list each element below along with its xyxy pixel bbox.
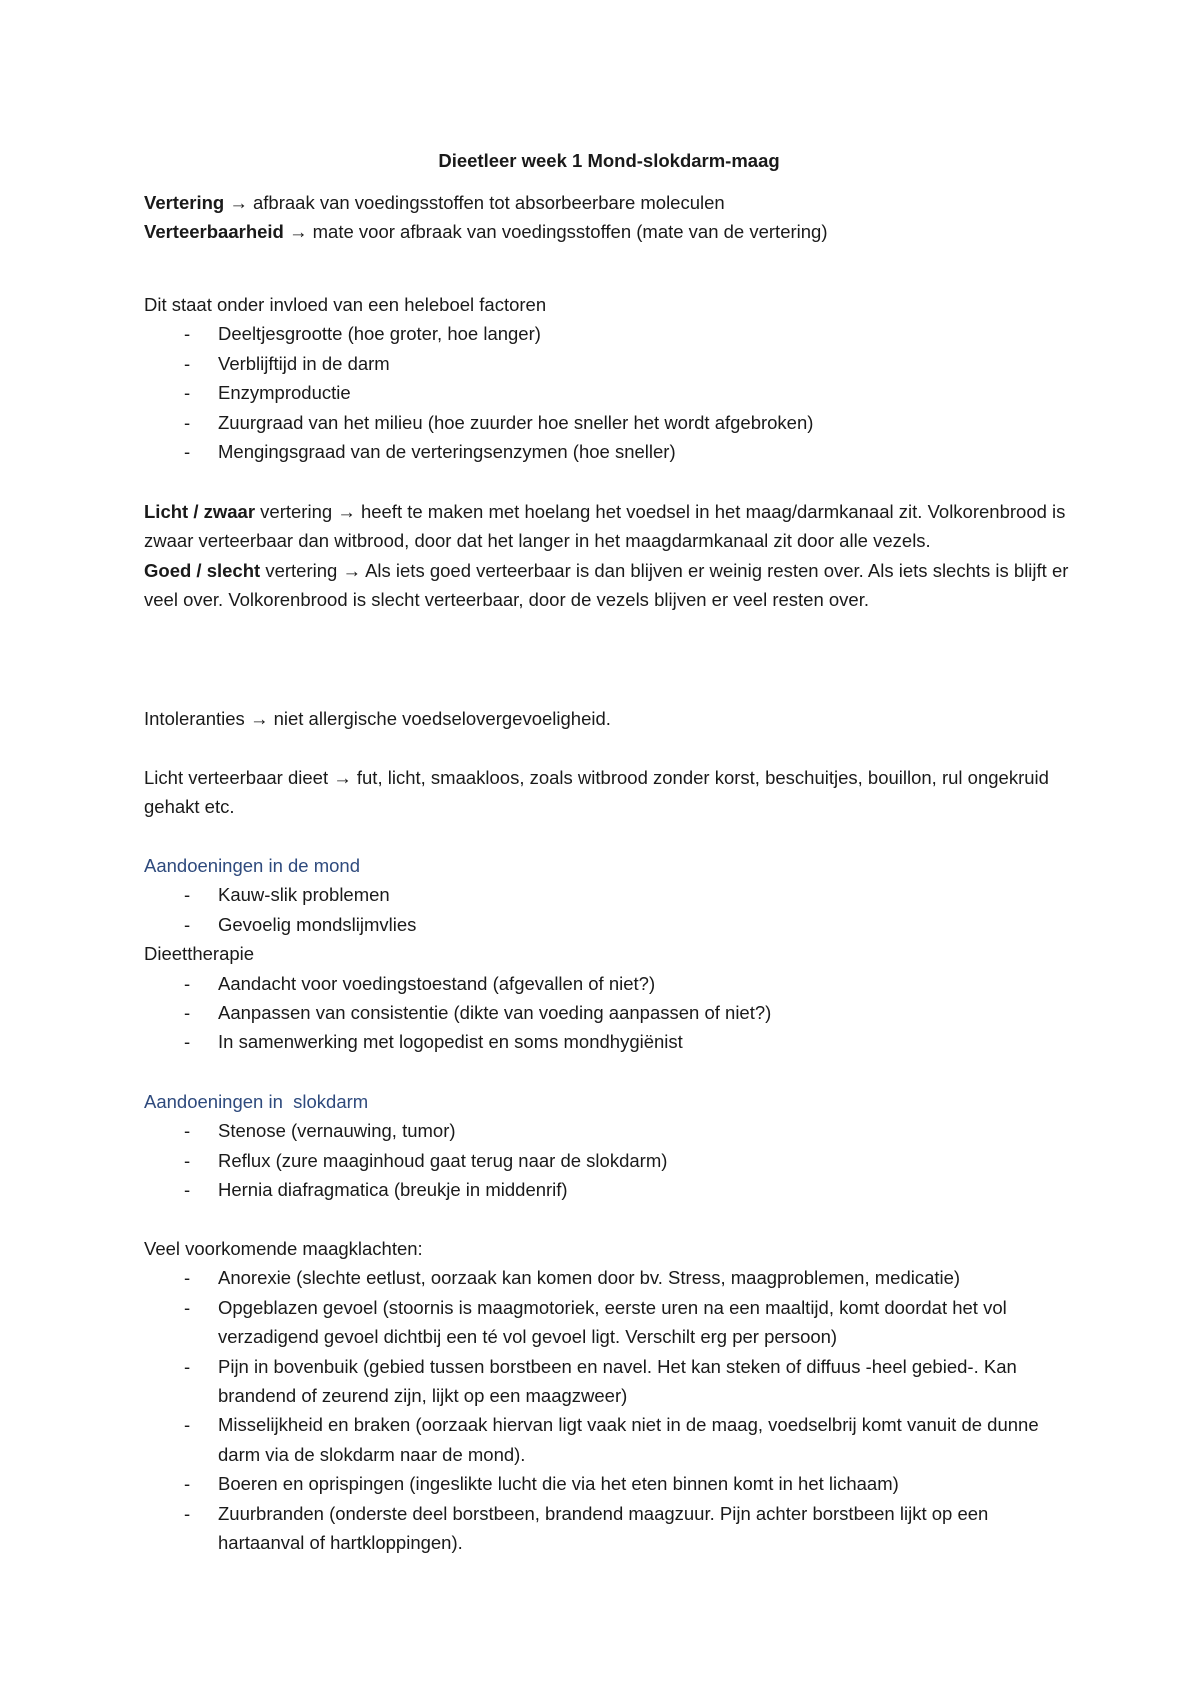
arrow-icon: → xyxy=(342,559,361,581)
dash-marker: - xyxy=(184,411,191,433)
dash-marker: - xyxy=(184,1179,191,1201)
mond-section xyxy=(144,851,1074,1057)
list-item: - Zuurbranden (onderste deel borstbeen, brandend maagzuur. Pijn achter borstbeen lijkt op een hartaanval of hartkloppingen). xyxy=(144,1499,1074,1558)
definitions xyxy=(144,188,1074,247)
list-item: - Aanpassen van consistentie (dikte van voeding aanpassen of niet?) xyxy=(144,998,1074,1027)
dash-marker: - xyxy=(184,913,191,935)
list-item: - Aandacht voor voedingstoestand (afgevallen of niet?) xyxy=(144,969,1074,998)
factors-list xyxy=(144,319,1074,466)
list-item: - Kauw-slik problemen xyxy=(144,880,1074,909)
arrow-icon: → xyxy=(249,708,269,729)
therapy-label: Dieettherapie xyxy=(144,943,255,965)
section-heading: Aandoeningen in de mond xyxy=(144,855,361,876)
definition-term: Vertering xyxy=(144,192,225,213)
therapy-list xyxy=(144,969,1074,1057)
arrow-icon: → xyxy=(289,221,308,243)
list-item: - Enzymproductie xyxy=(144,378,1074,407)
slokdarm-section xyxy=(144,1087,1074,1205)
maag-section xyxy=(144,1234,1074,1557)
dash-marker: - xyxy=(184,1267,191,1289)
list-item: - Reflux (zure maaginhoud gaat terug naar de slokdarm) xyxy=(144,1146,1074,1175)
list-item: - In samenwerking met logopedist en soms mondhygiënist xyxy=(144,1027,1074,1056)
list-item: - Pijn in bovenbuik (gebied tussen borstbeen en navel. Het kan steken of diffuus -heel gebied-. Kan brandend of zeurend zijn, lijkt op een maagzweer) xyxy=(144,1352,1074,1411)
list-item: - Anorexie (slechte eetlust, oorzaak kan komen door bv. Stress, maagproblemen, medicatie) xyxy=(144,1263,1074,1292)
dash-marker: - xyxy=(184,1001,191,1023)
licht-dieet-paragraph: Licht verteerbaar dieet → fut, licht, smaakloos, zoals witbrood zonder korst, beschuitjes, bouillon, rul ongekruid gehakt etc. xyxy=(144,767,1049,818)
dash-marker: - xyxy=(184,382,191,404)
list-item: - Opgeblazen gevoel (stoornis is maagmotoriek, eerste uren na een maaltijd, komt doordat het vol verzadigend gevoel dichtbij een té vol gevoel ligt. Verschilt erg per persoon) xyxy=(144,1293,1074,1352)
list-item: - Gevoelig mondslijmvlies xyxy=(144,910,1074,939)
intoleranties-paragraph: Intoleranties → niet allergische voedselovergevoeligheid. xyxy=(144,708,611,729)
dash-marker: - xyxy=(184,352,191,374)
goed-slecht-paragraph: Goed / slecht vertering → Als iets goed verteerbaar is dan blijven er weinig resten over. Als iets slechts is blijft er veel over. Volkorenbrood is slecht verteerbaar, door de vezels blijven er veel resten over. xyxy=(144,559,1069,611)
list-item: - Verblijftijd in de darm xyxy=(144,349,1074,378)
mond-list xyxy=(144,880,1074,939)
definition-text: mate voor afbraak van voedingsstoffen (mate van de vertering) xyxy=(312,221,828,243)
dash-marker: - xyxy=(184,1120,191,1142)
dash-marker: - xyxy=(184,1355,191,1377)
maag-list xyxy=(144,1263,1074,1557)
dash-marker: - xyxy=(184,323,191,345)
factors-section xyxy=(144,290,1074,466)
list-item: - Mengingsgraad van de verteringsenzymen (hoe sneller) xyxy=(144,437,1074,466)
dash-marker: - xyxy=(184,1502,191,1524)
list-item: - Zuurgraad van het milieu (hoe zuurder hoe sneller het wordt afgebroken) xyxy=(144,408,1074,437)
definition-verteerbaarheid xyxy=(144,217,1074,246)
dash-marker: - xyxy=(184,1473,191,1495)
list-item: - Hernia diafragmatica (breukje in middenrif) xyxy=(144,1175,1074,1204)
section-heading: Aandoeningen in slokdarm xyxy=(144,1091,369,1112)
list-item: - Boeren en oprispingen (ingeslikte lucht die via het eten binnen komt in het lichaam) xyxy=(144,1469,1074,1498)
maag-intro: Veel voorkomende maagklachten: xyxy=(144,1238,423,1259)
arrow-icon: → xyxy=(229,192,248,213)
slokdarm-list xyxy=(144,1116,1074,1204)
dash-marker: - xyxy=(184,440,191,462)
dash-marker: - xyxy=(184,1149,191,1171)
page-title: Dieetleer week 1 Mond-slokdarm-maag xyxy=(438,150,780,171)
dash-marker: - xyxy=(184,1414,191,1436)
list-item: - Stenose (vernauwing, tumor) xyxy=(144,1116,1074,1145)
definition-term: Verteerbaarheid xyxy=(144,221,284,243)
arrow-icon: → xyxy=(333,767,352,788)
definition-text: afbraak van voedingsstoffen tot absorbeerbare moleculen xyxy=(252,192,725,213)
list-item: - Deeltjesgrootte (hoe groter, hoe langer) xyxy=(144,319,1074,348)
factors-intro: Dit staat onder invloed van een heleboel factoren xyxy=(144,294,547,315)
arrow-icon: → xyxy=(337,501,356,522)
dash-marker: - xyxy=(184,972,191,994)
list-item: - Misselijkheid en braken (oorzaak hiervan ligt vaak niet in de maag, voedselbrij komt vanuit de dunne darm via de slokdarm naar de mond). xyxy=(144,1410,1074,1469)
vertering-paragraphs xyxy=(144,497,1074,615)
licht-zwaar-paragraph: Licht / zwaar vertering → heeft te maken met hoelang het voedsel in het maag/darmkanaal zit. Volkorenbrood is zwaar verteerbaar dan witbrood, door dat het langer in het maagdarmkanaal zit door alle vezels. xyxy=(144,501,1066,552)
dash-marker: - xyxy=(184,1031,191,1053)
definition-vertering xyxy=(144,188,1074,217)
dash-marker: - xyxy=(184,884,191,906)
dash-marker: - xyxy=(184,1296,191,1318)
